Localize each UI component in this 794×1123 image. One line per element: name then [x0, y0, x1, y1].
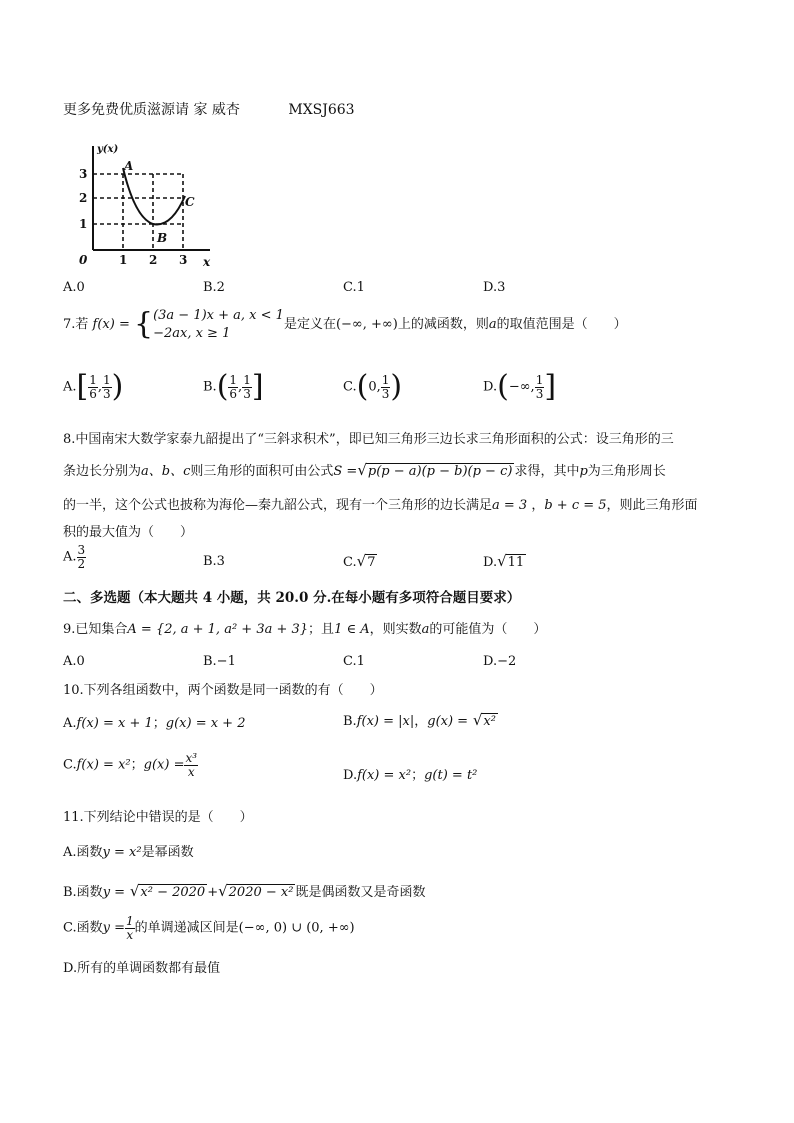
q8-option-b[interactable]: B.3: [203, 554, 225, 569]
point-a-label: A: [124, 159, 134, 173]
q11-option-d[interactable]: D.所有的单调函数都有最值: [63, 961, 221, 976]
q9-stem: 9.已知集合A = {2, a + 1, a² + 3a + 3}；且1 ∈ A，则实数a的可能值为（ ）: [63, 622, 547, 637]
q7-option-c[interactable]: C.(0, $\frac{1}{3}$ ): [343, 369, 403, 404]
q7-stem: 7.若 f(x) = { (3a − 1)x + a, x < 1 −2ax, x ≥ 1 是定义在(−∞, +∞)上的减函数，则a的取值范围是（ ）: [63, 306, 627, 342]
q8-option-c[interactable]: C.√7: [343, 552, 376, 570]
q10-option-b[interactable]: B.f(x) = |x|，g(x) = √x²: [343, 711, 496, 729]
point-c-label: C: [185, 195, 195, 209]
q6-option-c[interactable]: C.1: [343, 280, 365, 295]
origin-label: 0: [79, 253, 88, 267]
q10-option-d[interactable]: D.f(x) = x²；g(t) = t²: [343, 768, 478, 783]
function-graph: [75, 138, 225, 270]
function-curve: [123, 168, 185, 224]
q7-option-a[interactable]: A.[ $\frac{1}{6}$ , $\frac{1}{3}$ ): [63, 369, 124, 404]
q7-option-b[interactable]: B.( $\frac{1}{6}$ , $\frac{1}{3}$ ]: [203, 369, 264, 404]
q8-option-a[interactable]: A. $\frac{3}{2}$: [63, 543, 86, 571]
header-code: MXSJ663: [288, 102, 355, 118]
q11-stem: 11.下列结论中错误的是（ ）: [63, 810, 253, 825]
q9-option-c[interactable]: C.1: [343, 654, 365, 669]
q8-line3: 的一半，这个公式也披称为海伦—秦九韶公式，现有一个三角形的边长满足a = 3 ，b + c = 5，则此三角形面: [63, 498, 698, 513]
x-axis-label: x: [203, 255, 211, 269]
header-note: [63, 99, 355, 119]
q10-stem: 10.下列各组函数中，两个函数是同一函数的有（ ）: [63, 683, 383, 698]
q11-option-c[interactable]: C.函数y = $\frac{1}{x}$ 的单调递减区间是(−∞, 0) ∪ (0, +∞): [63, 914, 355, 942]
q10-option-c[interactable]: C.f(x) = x²；g(x) = $\frac{\text{x³}}{x}$: [63, 751, 198, 779]
q8-line4: 积的最大值为（ ）: [63, 525, 194, 540]
q10-option-a[interactable]: A.f(x) = x + 1；g(x) = x + 2: [63, 716, 246, 731]
q11-option-a[interactable]: A.函数y = x²是幂函数: [63, 845, 194, 860]
q7-option-d[interactable]: D.(−∞, $\frac{1}{3}$ ]: [483, 369, 557, 404]
q11-option-b[interactable]: B.函数y = √x² − 2020 +√2020 − x² 既是偶函数又是奇函数: [63, 882, 426, 900]
point-b-label: B: [157, 231, 168, 245]
section2-title: 二、多选题（本大题共 4 小题，共 20.0 分.在每小题有多项符合题目要求）: [63, 590, 521, 606]
header-text: 更多免费优质滋源请 家 威杏: [63, 102, 240, 118]
q6-option-d[interactable]: D.3: [483, 280, 506, 295]
x-tick-3: 3: [179, 253, 188, 267]
x-tick-2: 2: [149, 253, 158, 267]
y-tick-1: 1: [79, 217, 88, 231]
q8-option-d[interactable]: D.√11: [483, 552, 525, 570]
q6-option-b[interactable]: B.2: [203, 280, 225, 295]
q9-option-a[interactable]: A.0: [63, 654, 85, 669]
y-axis-label: y(x): [97, 144, 119, 155]
x-tick-1: 1: [119, 253, 128, 267]
grid-lines: [93, 174, 183, 250]
q6-option-a[interactable]: A.0: [63, 280, 85, 295]
y-tick-2: 2: [79, 191, 88, 205]
q9-option-b[interactable]: B.−1: [203, 654, 236, 669]
y-tick-3: 3: [79, 167, 88, 181]
q8-line1: 8.中国南宋大数学家泰九韶提出了“三斜求积术”，即已知三角形三边长求三角形面积的公式：设三角形的三: [63, 432, 674, 447]
q9-option-d[interactable]: D.−2: [483, 654, 517, 669]
q8-line2: 条边长分别为a、b、c则三角形的面积可由公式S =√p(p − a)(p − b)(p − c) 求得，其中p为三角形周长: [63, 461, 666, 479]
